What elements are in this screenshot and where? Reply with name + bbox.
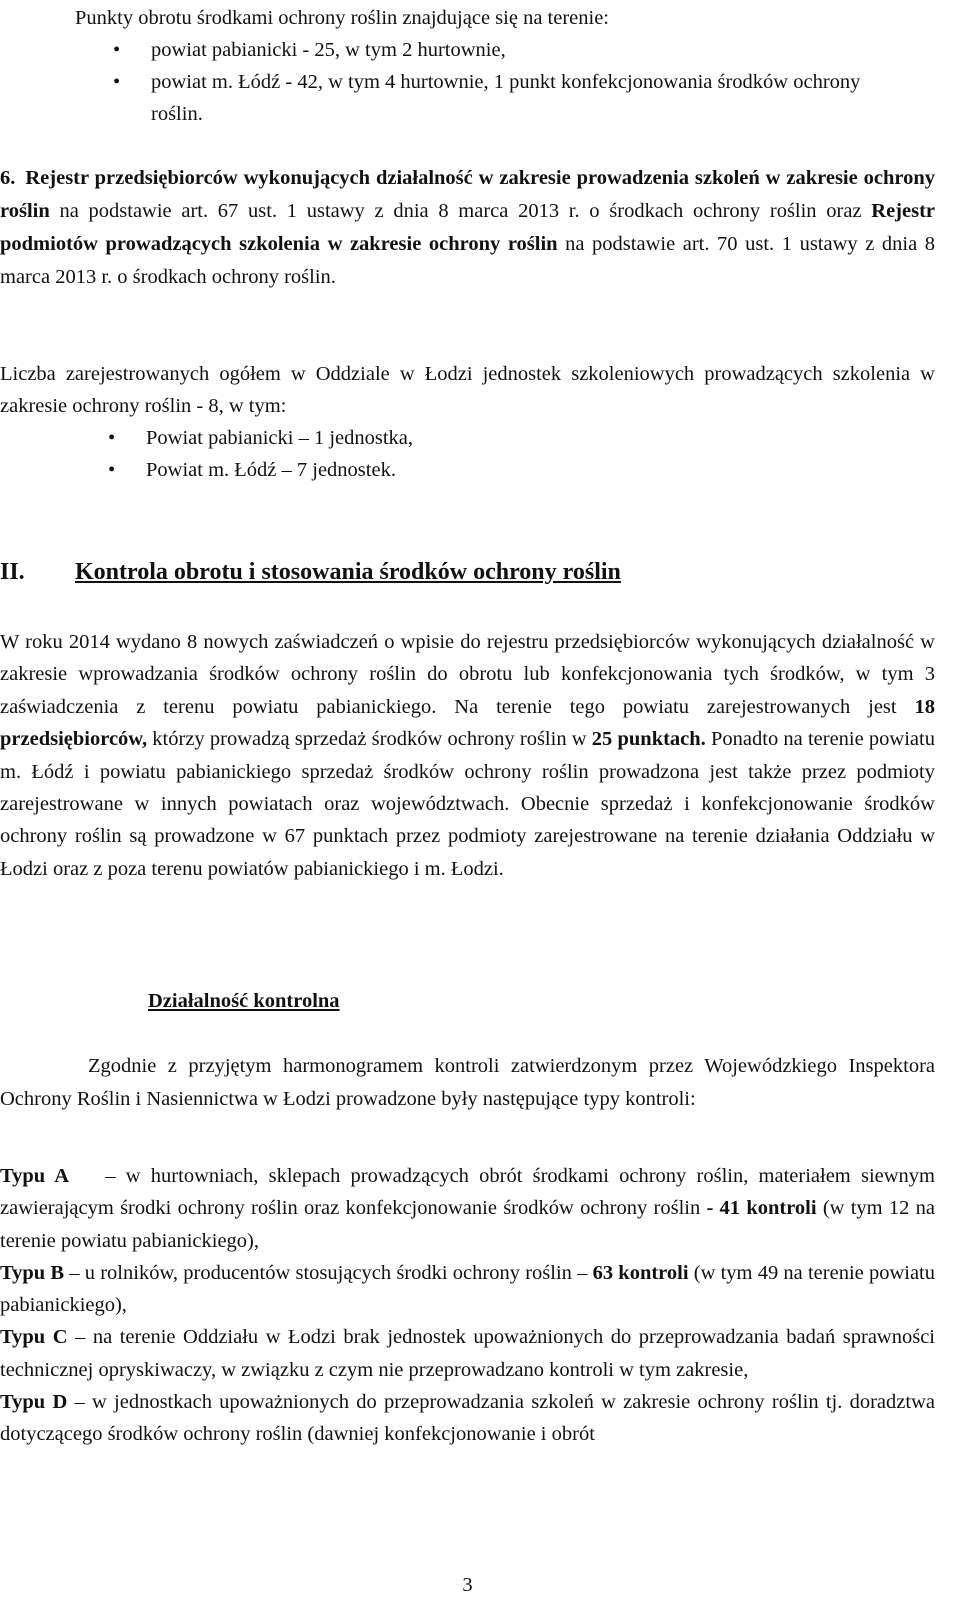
section-6-paragraph: 6. Rejestr przedsiębiorców wykonujących działalność w zakresie prowadzenia szkoleń w zakresie ochrony roślin na podstawie art. 67 ust. 1 ustawy z dnia 8 marca 2013 r. o środkach ochrony roślin oraz Rejestr podmiotów prowadzących szkolenia w zakresie ochrony roślin na podstawie art. 70 ust. 1 ustawy z dnia 8 marca 2013 r. o środkach ochrony roślin.	[0, 167, 935, 288]
issued-certificates-block	[0, 626, 935, 885]
register-title-2: Rejestr podmiotów prowadzących szkolenia w zakresie ochrony roślin	[0, 200, 935, 255]
section-2-title: Kontrola obrotu i stosowania środków ochrony roślin	[75, 559, 621, 585]
intro-line: Punkty obrotu środkami ochrony roślin znajdujące się na terenie:	[75, 7, 610, 29]
subheading: Działalność kontrolna	[148, 990, 340, 1012]
intro-block	[75, 2, 935, 130]
list-item: • Powiat pabianicki – 1 jednostka,	[108, 422, 935, 454]
page-number: 3	[462, 1574, 473, 1596]
units-list	[108, 422, 935, 486]
roman-numeral: II.	[0, 559, 25, 585]
bullet-icon: •	[113, 71, 121, 93]
list-item: • powiat m. Łódź - 42, w tym 4 hurtownie, 1 punkt konfekcjonowania środków ochrony roślin.	[113, 66, 913, 130]
control-intro-block	[0, 1050, 935, 1116]
training-units-text: Liczba zarejestrowanych ogółem w Oddziale w Łodzi jednostek szkoleniowych prowadzących szkolenia w zakresie ochrony roślin - 8, w tym:	[0, 363, 935, 417]
section-6	[0, 162, 935, 294]
list-item: • powiat pabianicki - 25, w tym 2 hurtownie,	[113, 34, 913, 66]
training-units-block	[0, 358, 935, 486]
section-2-heading	[0, 555, 935, 589]
bullet-icon: •	[108, 459, 116, 481]
register-title-1: Rejestr przedsiębiorców wykonujących działalność w zakresie prowadzenia szkoleń w zakresie ochrony roślin	[0, 167, 935, 222]
section-number: 6.	[0, 167, 16, 189]
control-intro: Zgodnie z przyjętym harmonogramem kontroli zatwierdzonym przez Wojewódzkiego Inspektora Ochrony Roślin i Nasiennictwa w Łodzi prowadzone były następujące typy kontroli:	[0, 1055, 935, 1110]
control-type-d: Typu D – w jednostkach upoważnionych do przeprowadzania szkoleń w zakresie ochrony roślin tj. doradztwa dotyczącego środków ochrony roślin (dawniej konfekcjonowanie i obrót	[0, 1391, 935, 1446]
control-type-b: Typu B – u rolników, producentów stosujących środki ochrony roślin – 63 kontroli (w tym 49 na terenie powiatu pabianickiego),	[0, 1261, 935, 1317]
control-type-c: Typu C – na terenie Oddziału w Łodzi brak jednostek upoważnionych do przeprowadzania badań sprawności technicznej opryskiwaczy, w związku z czym nie przeprowadzano kontroli w tym zakresie,	[0, 1326, 936, 1381]
list-item: • Powiat m. Łódź – 7 jednostek.	[108, 454, 935, 486]
bullet-icon: •	[108, 427, 116, 449]
bullet-icon: •	[113, 39, 121, 61]
control-type-a: Typu A – w hurtowniach, sklepach prowadzących obrót środkami ochrony roślin, materiałem siewnym zawierającym środki ochrony roślin oraz konfekcjonowanie środków ochrony roślin - 41 kontroli (w tym 12 na terenie powiatu pabianickiego),	[0, 1165, 935, 1252]
intro-list	[113, 34, 913, 130]
issued-certificates-paragraph: W roku 2014 wydano 8 nowych zaświadczeń o wpisie do rejestru przedsiębiorców wykonujących działalność w zakresie wprowadzania środków ochrony roślin do obrotu lub konfekcjonowania tych środków, w tym 3 zaświadczenia z terenu powiatu pabianickiego. Na terenie tego powiatu zarejestrowanych jest 18 przedsiębiorców, którzy prowadzą sprzedaż środków ochrony roślin w 25 punktach. Ponadto na terenie powiatu m. Łódź i powiatu pabianickiego sprzedaż środków ochrony roślin prowadzona jest także przez podmioty zarejestrowane w innych powiatach oraz województwach. Obecnie sprzedaż i konfekcjonowanie środków ochrony roślin są prowadzone w 67 punktach przez podmioty zarejestrowane na terenie działania Oddziału w Łodzi oraz z poza terenu powiatów pabianickiego i m. Łodzi.	[0, 631, 935, 880]
control-types	[0, 1160, 935, 1451]
